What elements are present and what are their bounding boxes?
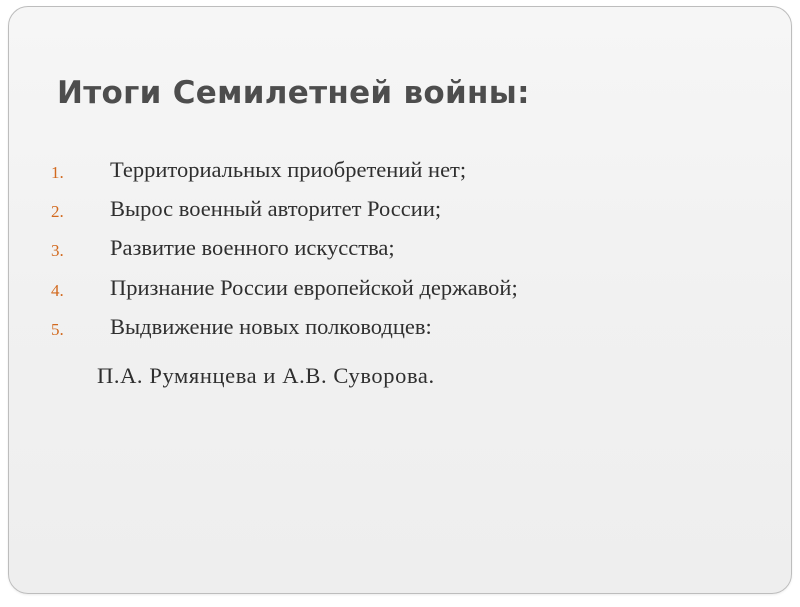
list-item-text: Выдвижение новых полководцев: [110,314,432,339]
list-item-text: Территориальных приобретений нет; [110,157,467,182]
results-list [9,7,800,607]
list-item [9,196,800,228]
slide-title: Итоги Семилетней войны: [57,75,530,111]
list-item-continuation: П.А. Румянцева и А.В. Суворова. [97,363,435,388]
list-item [9,157,800,189]
list-item [9,275,800,307]
list-item-number: 5. [51,320,64,339]
list-item [9,235,800,267]
list-item-text: Развитие военного искусства; [110,235,395,260]
list-item-text: Вырос военный авторитет России; [110,196,442,221]
list-item [9,314,800,346]
list-item-number: 2. [51,202,64,221]
list-item-number: 1. [51,163,64,182]
list-item-text: Признание России европейской державой; [110,275,518,300]
list-item-number: 4. [51,281,64,300]
slide [8,6,792,594]
list-item-number: 3. [51,241,64,260]
